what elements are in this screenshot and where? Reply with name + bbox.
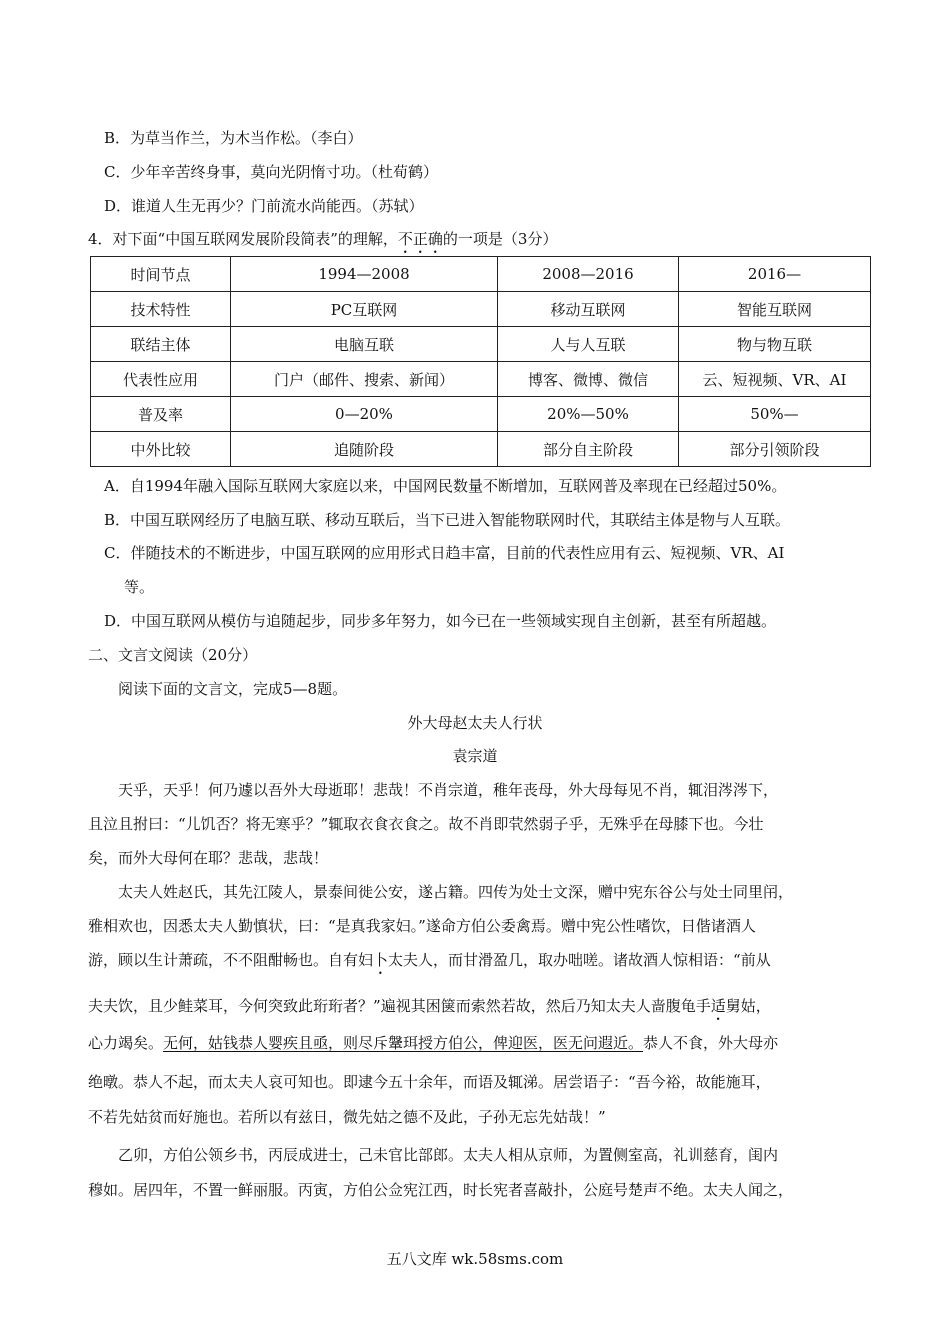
table-row: [91, 257, 871, 292]
question-4-option-b: B．中国互联网经历了电脑互联、移动互联后，当下已进入智能物联网时代，其联结主体是物与人互联。: [104, 511, 791, 529]
table-cell: PC互联网: [231, 292, 498, 327]
table-cell: 2008—2016: [498, 257, 679, 292]
page-footer: 五八文库 wk.58sms.com: [386, 1250, 564, 1268]
table-row: [91, 432, 871, 467]
table-cell: 部分自主阶段: [498, 432, 679, 467]
passage-paragraph-1-line-1: 天乎，天乎！何乃遽以吾外大母逝耶！悲哉！不肖宗道，稚年丧母，外大母每见不肖，辄泪涔涔下，: [118, 781, 779, 799]
table-row: [91, 292, 871, 327]
emphasized-char: ”: [373, 997, 381, 1015]
table-cell: 物与物互联: [679, 327, 871, 362]
question-4-option-a: A．自1994年融入国际互联网大家庭以来，中国网民数量不断增加，互联网普及率现在已经超过50%。: [104, 477, 787, 495]
question-4-option-c: C．伴随技术的不断进步，中国互联网的应用形式日趋丰富，目前的代表性应用有云、短视频、VR、AI: [104, 544, 785, 562]
passage-paragraph-1-line-2: 且泣且拊曰：“儿饥否？将无寒乎？”辄取衣食衣食之。故不肖即茕然弱子乎，无殊乎在母膝下也。今壮: [88, 815, 764, 833]
passage-paragraph-3-line-2: 穆如。居四年，不置一鲜丽服。丙寅，方伯公佥宪江西，时长宪者喜敲扑，公庭号楚声不绝。太夫人闻之，: [88, 1181, 794, 1199]
text-segment: 太夫人，而甘滑盈几，取办咄嗟。诸故酒人惊相语：“前从: [388, 951, 771, 969]
passage-paragraph-2-line-1: 太夫人姓赵氏，其先江陵人，景泰间徙公安，遂占籍。四传为处士文深，赠中宪东谷公与处士同里闬，: [118, 883, 794, 901]
text-segment: 遍视其困箧而索然若故，然后乃知太夫人啬腹龟手: [380, 997, 711, 1015]
question-4-emphasis: 不正确: [397, 230, 443, 248]
section-instruction: 阅读下面的文言文，完成5—8题。: [118, 680, 348, 698]
table-cell: 移动互联网: [498, 292, 679, 327]
emphasized-char: 适: [710, 997, 726, 1015]
table-cell: 博客、微博、微信: [498, 362, 679, 397]
passage-paragraph-1-line-3: 矣，而外大母何在耶？悲哉，悲哉！: [88, 849, 329, 867]
table-cell: 0—20%: [231, 397, 498, 432]
passage-author: 袁宗道: [452, 747, 498, 765]
table-cell: 人与人互联: [498, 327, 679, 362]
table-cell: 联结主体: [91, 327, 231, 362]
table-cell: 智能互联网: [679, 292, 871, 327]
option-b-prev: B．为草当作兰，为木当作松。（李白）: [104, 129, 363, 147]
table-cell: 云、短视频、VR、AI: [679, 362, 871, 397]
text-segment: 夫夫饮，且少鲑菜耳，今何突致此珩珩者？: [88, 997, 374, 1015]
passage-paragraph-2-line-4: [88, 996, 771, 1024]
table-cell: 中外比较: [91, 432, 231, 467]
table-cell: 20%—50%: [498, 397, 679, 432]
question-4-option-c-continued: 等。: [124, 578, 155, 596]
table-cell: 50%—: [679, 397, 871, 432]
section-heading: 二、文言文阅读（20分）: [88, 646, 258, 664]
table-cell: 普及率: [91, 397, 231, 432]
option-d-prev: D．谁道人生无再少？门前流水尚能西。（苏轼）: [104, 197, 424, 215]
option-c-prev: C．少年辛苦终身事，莫向光阴惰寸功。（杜荀鹤）: [104, 163, 438, 181]
internet-stages-table: [90, 256, 871, 467]
passage-paragraph-2-line-7: 不若先姑贫而好施也。若所以有兹日，微先姑之德不及此，子孙无忘先姑哉！”: [88, 1108, 606, 1126]
table-cell: 时间节点: [91, 257, 231, 292]
underlined-sentence: 无何，姑钱恭人婴疾且亟，则尽斥鞶珥授方伯公，俾迎医，医无问遐近。: [163, 1034, 644, 1052]
question-4-stem: [88, 229, 557, 257]
table-cell: 门户（邮件、搜索、新闻）: [231, 362, 498, 397]
table-cell: 追随阶段: [231, 432, 498, 467]
text-segment: 舅姑，: [725, 997, 771, 1015]
table-row: [91, 362, 871, 397]
table-row: [91, 327, 871, 362]
question-4-text-after: 的一项是（3分）: [442, 230, 558, 248]
table-cell: 电脑互联: [231, 327, 498, 362]
text-segment: 心力竭矣。: [88, 1034, 164, 1052]
table-cell: 代表性应用: [91, 362, 231, 397]
table-cell: 部分引领阶段: [679, 432, 871, 467]
text-segment: 游，顾以生计萧疏，不不阻酣畅也。自有妇: [88, 951, 374, 969]
passage-paragraph-3-line-1: 乙卯，方伯公领乡书，丙辰成进士，己未官比部郎。太夫人相从京师，为置侧室高，礼训慈育，闺内: [118, 1146, 779, 1164]
table-cell: 技术特性: [91, 292, 231, 327]
question-4-option-d: D．中国互联网从模仿与追随起步，同步多年努力，如今已在一些领域实现自主创新，甚至有所超越。: [104, 612, 777, 630]
passage-paragraph-2-line-5: [88, 1033, 778, 1053]
passage-paragraph-2-line-2: 雅相欢也，因悉太夫人勤慎状，曰：“是真我家妇。”遂命方伯公委禽焉。赠中宪公性嗜饮，日偕诸酒人: [88, 917, 756, 935]
emphasized-char: 卜: [373, 951, 389, 969]
passage-title: 外大母赵太夫人行状: [407, 714, 543, 732]
text-segment: 恭人不食，外大母亦: [643, 1034, 779, 1052]
passage-paragraph-2-line-3: [88, 950, 771, 978]
table-cell: 2016—: [679, 257, 871, 292]
passage-paragraph-2-line-6: 绝暾。恭人不起，而太夫人哀可知也。即逮今五十余年，而语及辄涕。居尝语子：“吾今裕，故能施耳，: [88, 1073, 771, 1091]
question-4-text-before: 4．对下面“中国互联网发展阶段简表”的理解，: [88, 230, 398, 248]
table-cell: 1994—2008: [231, 257, 498, 292]
table-row: [91, 397, 871, 432]
